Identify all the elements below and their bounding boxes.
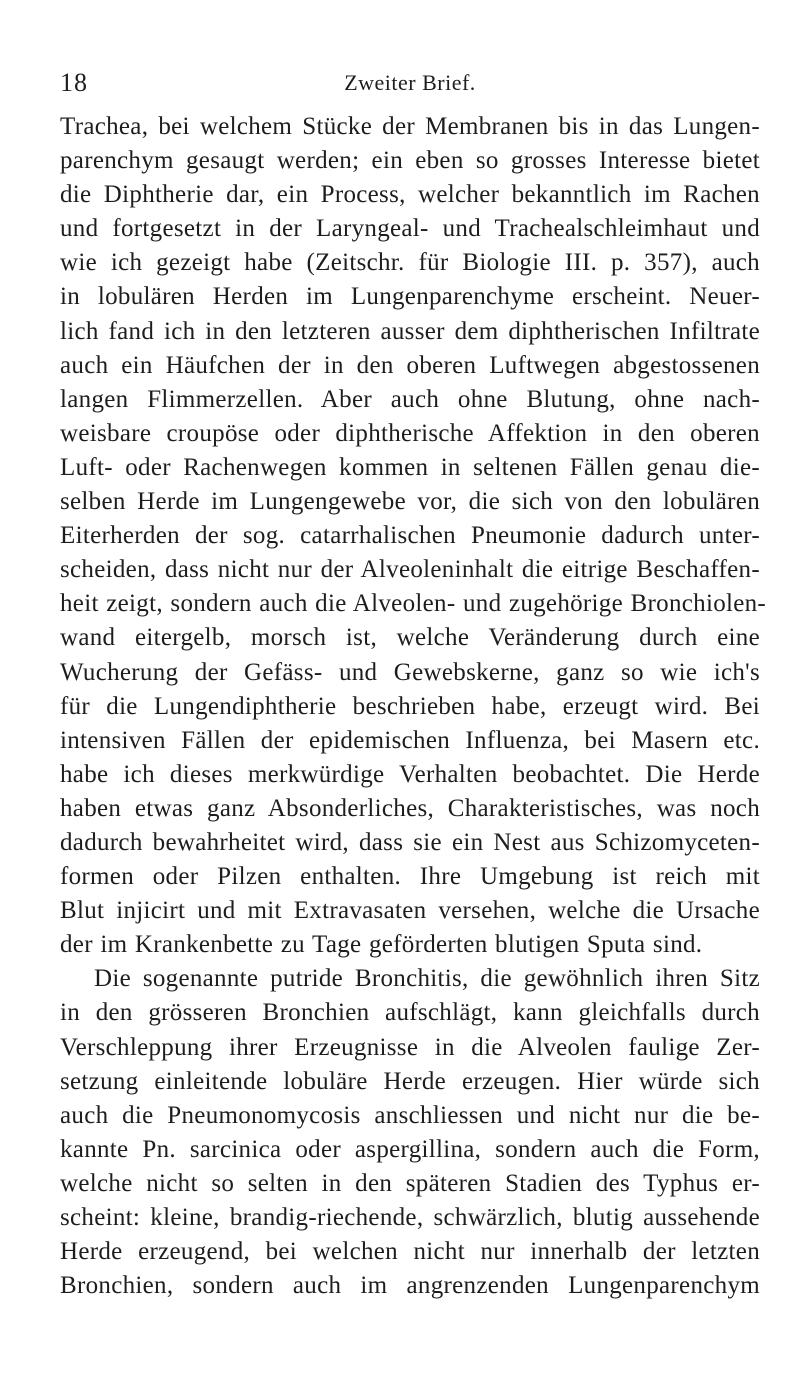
text-line: Trachea, bei welchem Stücke der Membranen bis in das Lungen- <box>60 113 760 140</box>
text-line: scheint: kleine, brandig-riechende, schwärzlich, blutig aussehende <box>60 1204 760 1231</box>
text-line: intensiven Fällen der epidemischen Influenza, bei Masern etc. <box>60 726 760 754</box>
text-line: Herde erzeugend, bei welchen nicht nur innerhalb der letzten <box>60 1238 760 1266</box>
text-line: formen oder Pilzen enthalten. Ihre Umgebung ist reich mit <box>60 863 760 891</box>
text-line: Verschleppung ihrer Erzeugnisse in die Alveolen faulige Zer- <box>60 1033 760 1061</box>
text-line: haben etwas ganz Absonderliches, Charakteristisches, was noch <box>60 794 760 822</box>
page-header <box>60 68 760 98</box>
text-line: dadurch bewahrheitet wird, dass sie ein Nest aus Schizomyceten- <box>60 828 760 856</box>
text-line: wand eitergelb, morsch ist, welche Veränderung durch eine <box>60 624 760 652</box>
text-line: langen Flimmerzellen. Aber auch ohne Blutung, ohne nach- <box>60 385 760 413</box>
text-line: in lobulären Herden im Lungenparenchyme erscheint. Neuer- <box>60 283 760 311</box>
text-line: welche nicht so selten in den späteren Stadien des Typhus er- <box>60 1169 760 1197</box>
text-line: setzung einleitende lobuläre Herde erzeugen. Hier würde sich <box>60 1067 760 1095</box>
text-line: habe ich dieses merkwürdige Verhalten beobachtet. Die Herde <box>60 760 760 788</box>
text-line: Eiterherden der sog. catarrhalischen Pneumonie dadurch unter- <box>60 522 760 550</box>
text-line: lich fand ich in den letzteren ausser dem diphtherischen Infiltrate <box>60 317 760 345</box>
text-line: parenchym gesaugt werden; ein eben so grosses Interesse bietet <box>60 147 760 175</box>
text-line: auch die Pneumonomycosis anschliessen und nicht nur die be- <box>60 1101 760 1129</box>
text-line: Blut injicirt und mit Extravasaten versehen, welche die Ursache <box>60 897 760 925</box>
text-line: scheiden, dass nicht nur der Alveoleninhalt die eitrige Beschaffen- <box>60 556 760 584</box>
text-line: der im Krankenbette zu Tage geförderten blutigen Sputa sind. <box>60 931 703 959</box>
text-line: in den grösseren Bronchien aufschlägt, kann gleichfalls durch <box>60 999 760 1027</box>
text-line: die Diphtherie dar, ein Process, welcher bekanntlich im Rachen <box>60 181 760 209</box>
body-text <box>60 110 767 1303</box>
text-line: wie ich gezeigt habe (Zeitschr. für Biologie III. p. 357), auch <box>60 249 760 277</box>
text-line: und fortgesetzt in der Laryngeal- und Trachealschleimhaut und <box>60 215 760 243</box>
text-line: weisbare croupöse oder diphtherische Affektion in den oberen <box>60 419 760 447</box>
text-line: Die sogenannte putride Bronchitis, die gewöhnlich ihren Sitz <box>94 965 760 993</box>
text-line: kannte Pn. sarcinica oder aspergillina, sondern auch die Form, <box>60 1135 760 1163</box>
text-line: Wucherung der Gefäss- und Gewebskerne, ganz so wie ich's <box>60 658 760 686</box>
text-line: auch ein Häufchen der in den oberen Luftwegen abgestossenen <box>60 351 760 379</box>
text-line: Bronchien, sondern auch im angrenzenden Lungenparenchym <box>60 1272 760 1300</box>
page-number: 18 <box>60 68 88 97</box>
running-title: Zweiter Brief. <box>344 70 476 95</box>
text-line: Luft- oder Rachenwegen kommen in seltenen Fällen genau die- <box>60 453 760 481</box>
text-line: heit zeigt, sondern auch die Alveolen- und zugehörige Bronchiolen- <box>60 590 767 618</box>
text-line: selben Herde im Lungengewebe vor, die sich von den lobulären <box>60 488 760 516</box>
text-line: für die Lungendiphtherie beschrieben habe, erzeugt wird. Bei <box>60 692 760 720</box>
